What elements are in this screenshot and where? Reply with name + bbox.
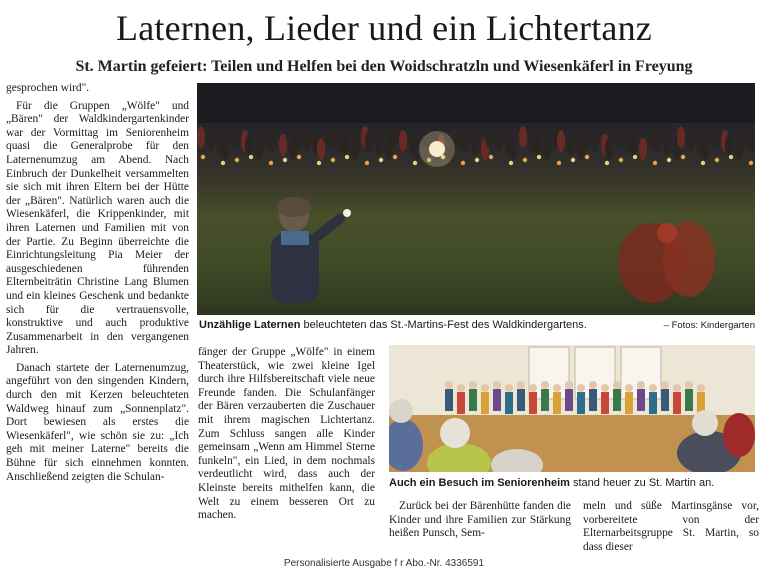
paragraph: fänger der Gruppe „Wölfe" in einem Theaterstück, wie zwei kleine Igel durch ihre Hilfsbereitschaft viele neue Freunde fanden. Die Schulanfänger der Bären verzauberten die Zuschauer mit ihrem magischen Lichtertanz. Zum Schluss sangen alle Kinder gemeinsam „Wenn am Himmel Sterne funkeln", ein Lied, in dem nochmals verdeutlicht wird, dass auch der Kleinste bereits mithelfen kann, die Welt zu einem besseren Ort zu machen.	[198, 346, 375, 522]
article-column-3	[389, 500, 571, 541]
subheadline: St. Martin gefeiert: Teilen und Helfen bei den Woidschratzln und Wiesenkäferl in Freyung	[75, 58, 693, 75]
article-column-1	[6, 82, 189, 484]
photo-caption: Auch ein Besuch im Seniorenheim stand heuer zu St. Martin an.	[389, 477, 715, 489]
photo-credit: – Fotos: Kindergarten	[663, 320, 755, 331]
adults-with-lanterns	[618, 221, 715, 303]
paragraph: meln und süße Martinsgänse vor, vorbereitete von der Elternarbeitsgruppe St. Martin, so dass dieser	[583, 500, 759, 553]
paragraph: gesprochen wird".	[6, 82, 90, 94]
child-figure	[271, 197, 351, 303]
article-column-2	[198, 346, 375, 523]
paragraph: Für die Gruppen „Wölfe" und „Bären" der Waldkindergartenkinder war der Vormittag im Seniorenheim quasi die Generalprobe für den Laternenumzug am Abend. Nach Einbruch der Dunkelheit versammelten sie sich mit ihren Eltern bei der Hütte der „Bären". Natürlich waren auch die Wiesenkäferl, die Krippenkinder, mit ihren Laternen und Familien mit von der Partie. Zu Beginn überreichte die Einrichtungsleitung Pia Meier der ausgeschiedenen führenden Elternbeiträtin Christine Lang Blumen und ein kleines Geschenk und bedankte sich für die vertrauensvolle, konstruktive und auch produktive Zusammenarbeit in den vergangenen Jahren.	[6, 99, 189, 357]
page-footer: Personalisierte Ausgabe f r Abo.-Nr. 4336591	[283, 558, 485, 569]
lantern-parade-photo	[197, 83, 755, 315]
paragraph: Danach startete der Laternenumzug, angeführt von den singenden Kindern, durch den mit Kerzen beleuchteten Waldweg hinauf zum „Sonnenplatz". Dort bewiesen als erstes die Wiesenkäferl", wie schön sie zu: „Ich geh mit meiner Laterne" bereits die Bühne für sich einnehmen konnten. Anschließend zeigten die Schulan-	[6, 361, 189, 483]
paragraph: Zurück bei der Bärenhütte fanden die Kinder und ihre Familien zur Stärkung heißen Punsch, Sem-	[389, 500, 571, 540]
article-column-4	[583, 500, 759, 554]
photo-caption: Unzählige Laternen beleuchteten das St.-Martins-Fest des Waldkindergartens.	[199, 319, 587, 331]
senior-home-illustration	[389, 345, 755, 472]
lantern-parade-illustration	[197, 83, 755, 315]
senior-home-visit-photo	[389, 345, 755, 472]
headline: Laternen, Lieder und ein Lichtertanz	[116, 8, 652, 48]
